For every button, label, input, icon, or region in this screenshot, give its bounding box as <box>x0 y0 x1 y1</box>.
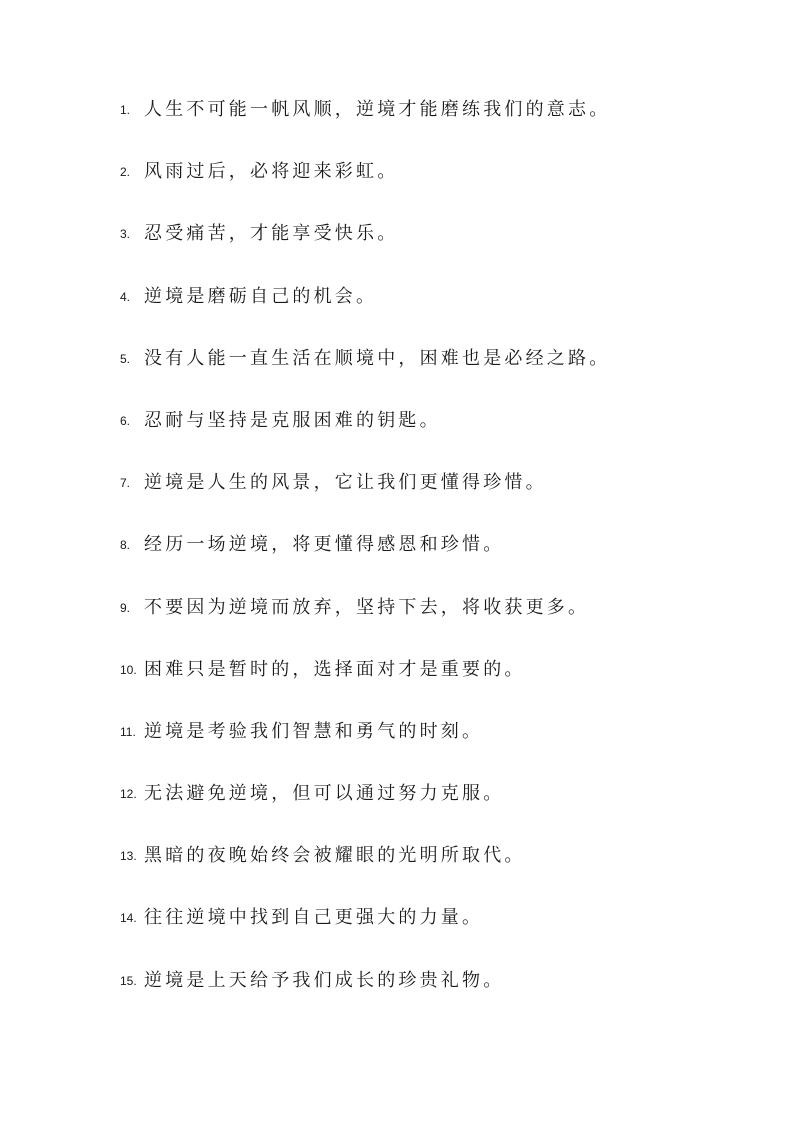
item-text: 没有人能一直生活在顺境中，困难也是必经之路。 <box>144 347 611 369</box>
item-number: 4. <box>120 289 131 304</box>
item-text: 不要因为逆境而放弃，坚持下去，将收获更多。 <box>144 596 590 618</box>
list-item <box>120 92 610 154</box>
item-text: 逆境是上天给予我们成长的珍贵礼物。 <box>144 969 505 991</box>
list-item <box>120 154 610 216</box>
list-item <box>120 403 610 465</box>
list-item <box>120 838 610 900</box>
list-item <box>120 900 610 962</box>
item-number: 9. <box>120 600 131 615</box>
item-number: 13. <box>120 849 137 864</box>
item-number: 11. <box>120 724 136 739</box>
item-text: 人生不可能一帆风顺，逆境才能磨练我们的意志。 <box>144 99 611 120</box>
item-text: 忍耐与坚持是克服困难的钥匙。 <box>144 409 441 431</box>
quote-list <box>120 92 610 1025</box>
item-number: 2. <box>120 165 131 180</box>
list-item <box>120 776 610 838</box>
list-item <box>120 963 610 1025</box>
item-number: 1. <box>120 103 131 117</box>
item-text: 困难只是暂时的，选择面对才是重要的。 <box>144 658 526 680</box>
list-item <box>120 590 610 652</box>
list-item <box>120 465 610 527</box>
item-text: 往往逆境中找到自己更强大的力量。 <box>144 907 484 929</box>
item-text: 忍受痛苦，才能享受快乐。 <box>144 223 399 245</box>
item-number: 8. <box>120 538 131 553</box>
list-item <box>120 216 610 278</box>
list-item <box>120 279 610 341</box>
item-number: 10. <box>120 662 137 677</box>
list-item <box>120 652 610 714</box>
list-item <box>120 714 610 776</box>
item-number: 7. <box>120 476 131 491</box>
item-number: 14. <box>120 911 137 926</box>
item-number: 15. <box>120 973 137 988</box>
item-text: 逆境是考验我们智慧和勇气的时刻。 <box>144 720 484 742</box>
item-text: 逆境是人生的风景，它让我们更懂得珍惜。 <box>144 472 547 494</box>
item-text: 黑暗的夜晚始终会被耀眼的光明所取代。 <box>144 845 526 867</box>
item-text: 风雨过后，必将迎来彩虹。 <box>144 161 399 183</box>
item-number: 5. <box>120 351 131 366</box>
item-text: 逆境是磨砺自己的机会。 <box>144 285 378 307</box>
item-number: 6. <box>120 413 131 428</box>
item-text: 经历一场逆境，将更懂得感恩和珍惜。 <box>144 534 505 556</box>
item-text: 无法避免逆境，但可以通过努力克服。 <box>144 783 505 805</box>
item-number: 3. <box>120 227 131 242</box>
list-item <box>120 341 610 403</box>
item-number: 12. <box>120 787 137 802</box>
list-item <box>120 527 610 589</box>
